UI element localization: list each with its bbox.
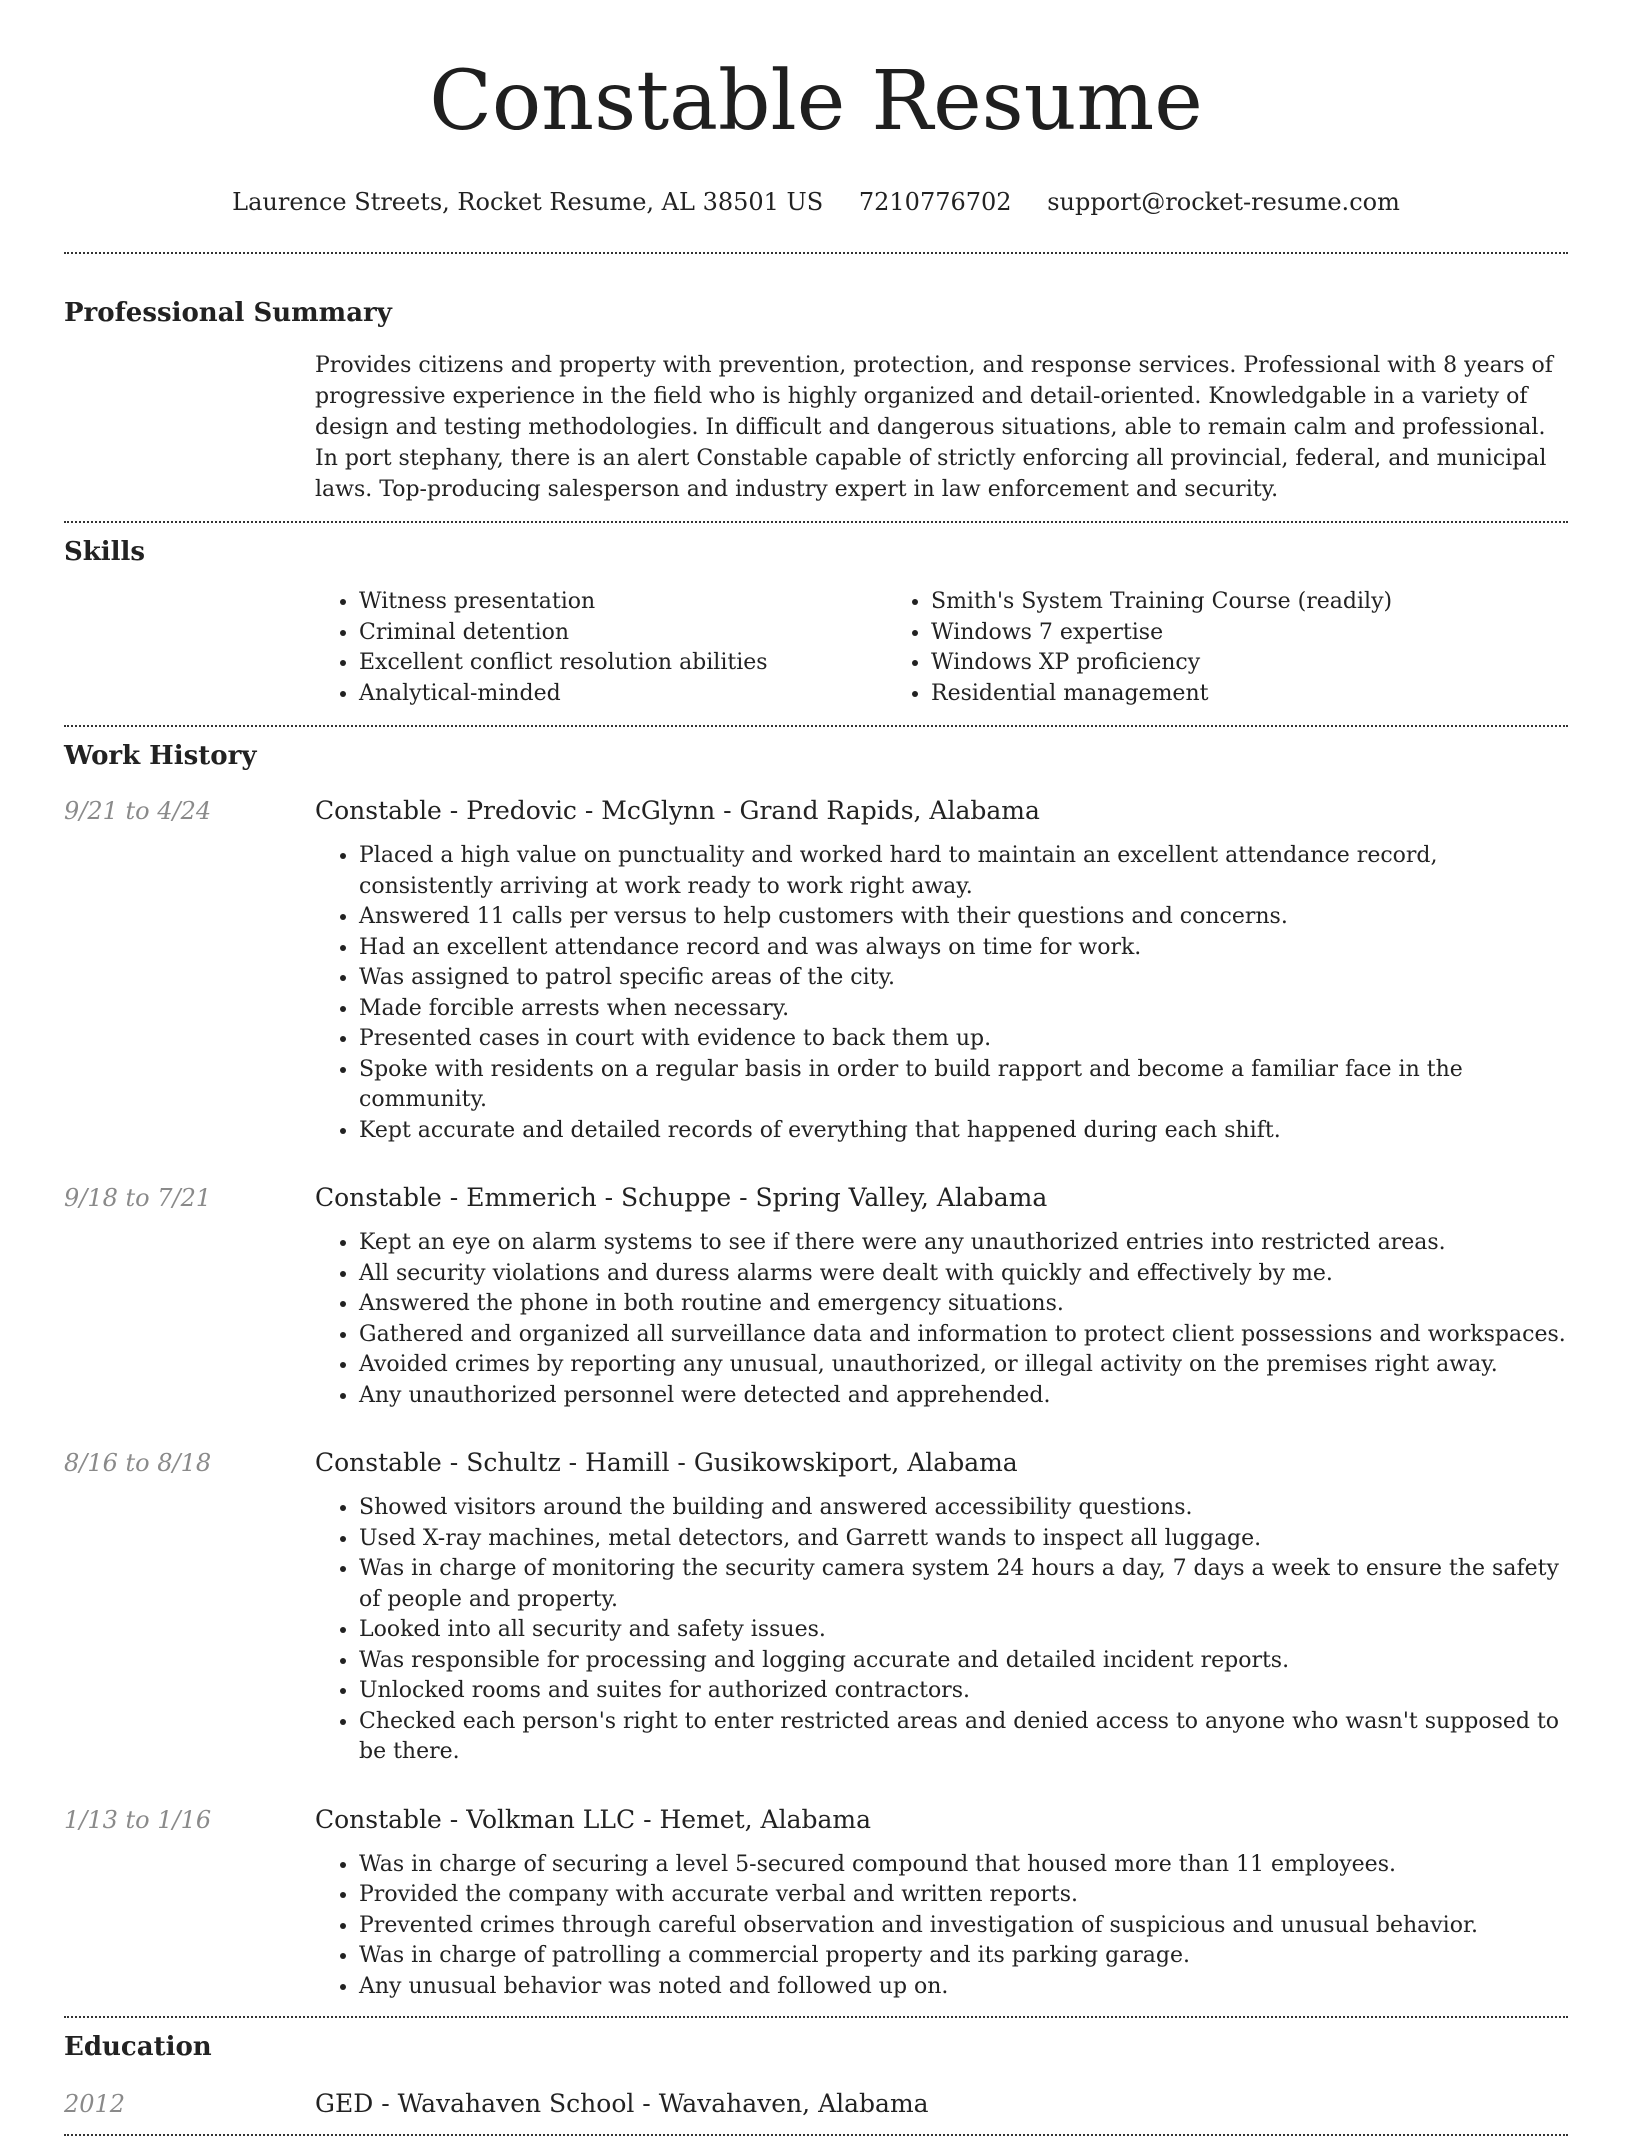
job-bullet: • Checked each person's right to enter restricted areas and denied access to anyone who wasn't supposed to be there. [359,1707,1568,1768]
job-bullet: • Any unauthorized personnel were detected and apprehended. [359,1381,1568,1412]
job-bullets [315,841,1568,1146]
job-bullet: • Kept an eye on alarm systems to see if there were any unauthorized entries into restricted areas. [359,1228,1568,1259]
job-bullet: • Was in charge of patrolling a commercial property and its parking garage. [359,1941,1568,1972]
education-entry [64,2088,1568,2120]
skill-item: • Windows XP proficiency [931,648,1459,679]
job-body [315,795,1568,1146]
work-history-heading: Work History [64,741,257,771]
resume-name: Constable Resume [429,54,1203,149]
job-bullet: • Any unusual behavior was noted and followed up on. [359,1972,1568,2003]
skills-heading: Skills [64,537,146,567]
job-bullet: • Answered the phone in both routine and emergency situations. [359,1289,1568,1320]
skills-column-right [887,587,1459,709]
job-bullet: • Was responsible for processing and logging accurate and detailed incident reports. [359,1646,1568,1677]
job-date: 9/21 to 4/24 [64,797,212,825]
job-bullet: • Had an excellent attendance record and was always on time for work. [359,933,1568,964]
job-bullets [315,1493,1568,1768]
job-bullet: • Was in charge of monitoring the security camera system 24 hours a day, 7 days a week to ensure the safety of people and property. [359,1554,1568,1615]
job-entry [64,1447,1568,1768]
job-date: 1/13 to 1/16 [64,1805,212,1834]
skill-item: • Residential management [931,679,1459,710]
job-bullet: • All security violations and duress alarms were dealt with quickly and effectively by me. [359,1259,1568,1290]
job-bullet: • Spoke with residents on a regular basis in order to build rapport and become a familiar face in the community. [359,1055,1568,1116]
divider [64,725,1568,727]
job-heading: Constable - Predovic - McGlynn - Grand Rapids, Alabama [315,796,1040,825]
job-bullet: • Placed a high value on punctuality and worked hard to maintain an excellent attendance record, consistently arriving at work ready to work right away. [359,841,1568,902]
job-bullets [315,1850,1568,2003]
job-body [315,1804,1568,2003]
contact-address: Laurence Streets, Rocket Resume, AL 38501 US [232,188,824,216]
skill-item: • Excellent conflict resolution abilities [359,648,887,679]
skills-list [315,587,1568,709]
education-date: 2012 [64,2090,126,2118]
job-bullet: • Showed visitors around the building and answered accessibility questions. [359,1493,1568,1524]
job-bullet: • Kept accurate and detailed records of everything that happened during each shift. [359,1116,1568,1147]
job-bullet: • Gathered and organized all surveillance data and information to protect client possessions and workspaces. [359,1320,1568,1351]
skills-column-left [315,587,887,709]
job-date: 9/18 to 7/21 [64,1184,212,1212]
job-bullet: • Unlocked rooms and suites for authorized contractors. [359,1676,1568,1707]
divider [64,521,1568,523]
job-bullet: • Looked into all security and safety issues. [359,1615,1568,1646]
job-bullet: • Made forcible arrests when necessary. [359,994,1568,1025]
job-heading: Constable - Emmerich - Schuppe - Spring Valley, Alabama [315,1183,1048,1212]
summary-text: Provides citizens and property with prevention, protection, and response services. Professional with 8 years of progressive experience in the field who is highly organized and detail-oriented. Knowledgable in a variety of design and testing methodologies. In difficult and dangerous situations, able to remain calm and professional. In port stephany, there is an alert Constable capable of strictly enforcing all provincial, federal, and municipal laws. Top-producing salesperson and industry expert in law enforcement and security. [315,353,1553,502]
job-date: 8/16 to 8/18 [64,1449,212,1477]
contact-line [64,186,1568,218]
education-heading-text: GED - Wavahaven School - Wavahaven, Alabama [315,2089,929,2118]
job-bullet: • Answered 11 calls per versus to help customers with their questions and concerns. [359,902,1568,933]
education-heading: Education [64,2032,212,2062]
job-bullet: • Presented cases in court with evidence to back them up. [359,1024,1568,1055]
contact-email: support@rocket-resume.com [1047,188,1400,216]
job-bullets [315,1228,1568,1411]
divider [64,2016,1568,2018]
job-bullet: • Avoided crimes by reporting any unusual, unauthorized, or illegal activity on the premises right away. [359,1350,1568,1381]
summary-heading: Professional Summary [64,298,392,328]
skill-item: • Analytical-minded [359,679,887,710]
divider [64,252,1568,254]
skill-item: • Witness presentation [359,587,887,618]
job-bullet: • Used X-ray machines, metal detectors, and Garrett wands to inspect all luggage. [359,1524,1568,1555]
job-bullet: • Prevented crimes through careful observation and investigation of suspicious and unusual behavior. [359,1911,1568,1942]
job-heading: Constable - Schultz - Hamill - Gusikowskiport, Alabama [315,1448,1018,1477]
contact-phone: 7210776702 [858,188,1012,216]
skill-item: • Smith's System Training Course (readily) [931,587,1459,618]
job-entry [64,1804,1568,2003]
skill-item: • Windows 7 expertise [931,618,1459,649]
job-entry [64,1182,1568,1411]
job-heading: Constable - Volkman LLC - Hemet, Alabama [315,1804,871,1834]
job-bullet: • Provided the company with accurate verbal and written reports. [359,1880,1568,1911]
job-body [315,1447,1568,1768]
job-bullet: • Was assigned to patrol specific areas of the city. [359,963,1568,994]
job-entry [64,795,1568,1146]
skill-item: • Criminal detention [359,618,887,649]
job-body [315,1182,1568,1411]
job-bullet: • Was in charge of securing a level 5-secured compound that housed more than 11 employees. [359,1850,1568,1881]
